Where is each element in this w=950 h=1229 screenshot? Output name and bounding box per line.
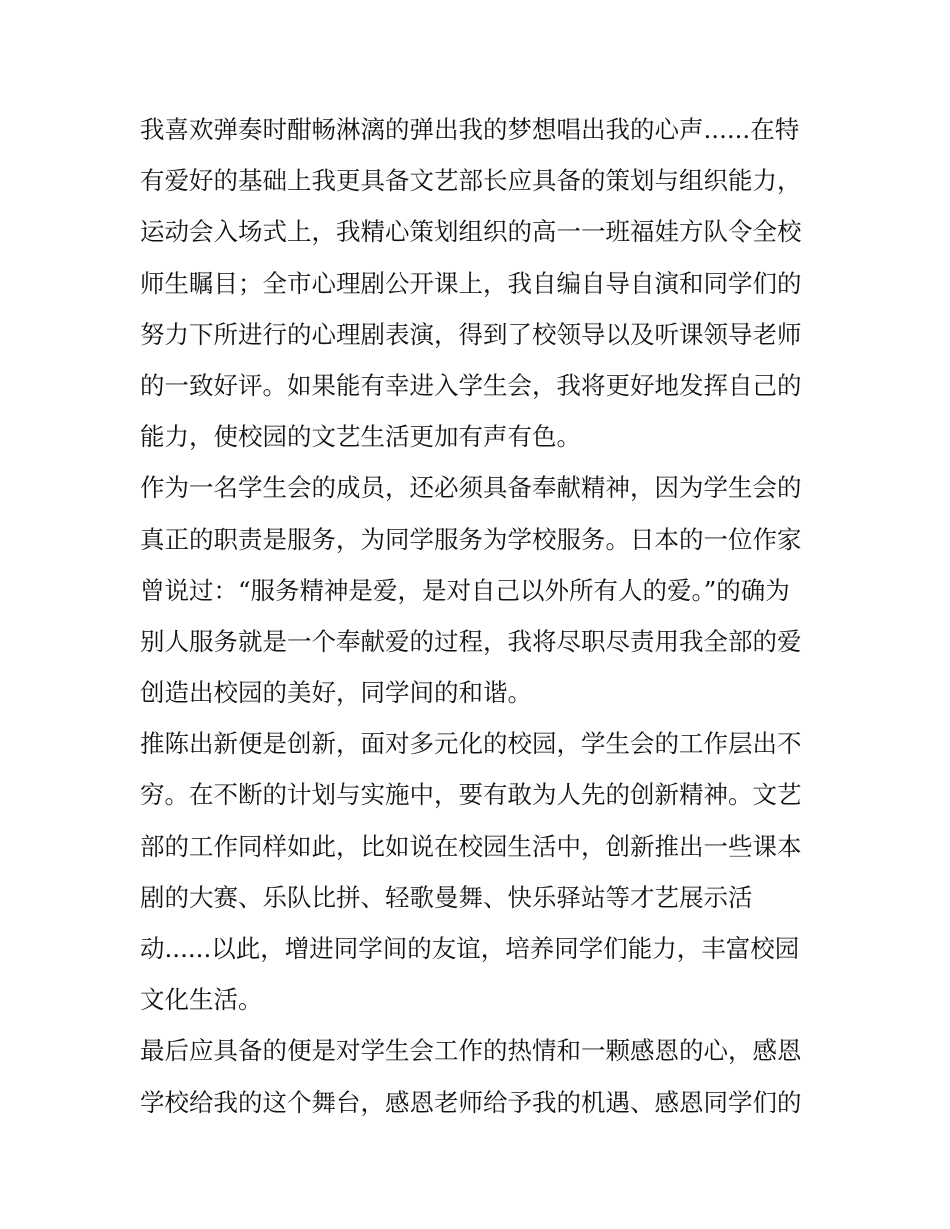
text-line: 有爱好的基础上我更具备文艺部长应具备的策划与组织能力， (140, 166, 802, 196)
text-line: 剧的大赛、乐队比拼、轻歌曼舞、快乐驿站等才艺展示活 (140, 882, 753, 912)
text-line: 能力，使校园的文艺生活更加有声有色。 (140, 422, 581, 452)
text-line: 穷。在不断的计划与实施中，要有敢为人先的创新精神。文艺 (140, 780, 802, 810)
text-line: 部的工作同样如此，比如说在校园生活中，创新推出一些课本 (140, 831, 802, 861)
text-line: 运动会入场式上，我精心策划组织的高一一班福娃方队令全校 (140, 217, 802, 247)
text-line: 师生瞩目；全市心理剧公开课上，我自编自导自演和同学们的 (140, 268, 802, 298)
text-line: 文化生活。 (140, 985, 263, 1015)
text-line: 我喜欢弹奏时酣畅淋漓的弹出我的梦想唱出我的心声......在特 (140, 115, 800, 144)
text-line: 推陈出新便是创新，面对多元化的校园，学生会的工作层出不 (140, 729, 802, 759)
text-line: 的一致好评。如果能有幸进入学生会，我将更好地发挥自己的 (140, 370, 802, 400)
text-line: 努力下所进行的心理剧表演，得到了校领导以及听课领导老师 (140, 319, 802, 349)
document-body (140, 104, 820, 1128)
text-line: 创造出校园的美好，同学间的和谐。 (140, 678, 532, 708)
text-line: 作为一名学生会的成员，还必须具备奉献精神，因为学生会的 (140, 473, 802, 503)
text-line: 学校给我的这个舞台，感恩老师给予我的机遇、感恩同学们的 (140, 1087, 802, 1117)
text-line: 曾说过：“服务精神是爱，是对自己以外所有人的爱。”的确为 (140, 575, 790, 605)
text-line: 动......以此，增进同学间的友谊，培养同学们能力，丰富校园 (140, 934, 800, 963)
text-line: 别人服务就是一个奉献爱的过程，我将尽职尽责用我全部的爱 (140, 626, 802, 656)
text-line: 真正的职责是服务，为同学服务为学校服务。日本的一位作家 (140, 524, 802, 554)
text-line: 最后应具备的便是对学生会工作的热情和一颗感恩的心，感恩 (140, 1036, 802, 1066)
